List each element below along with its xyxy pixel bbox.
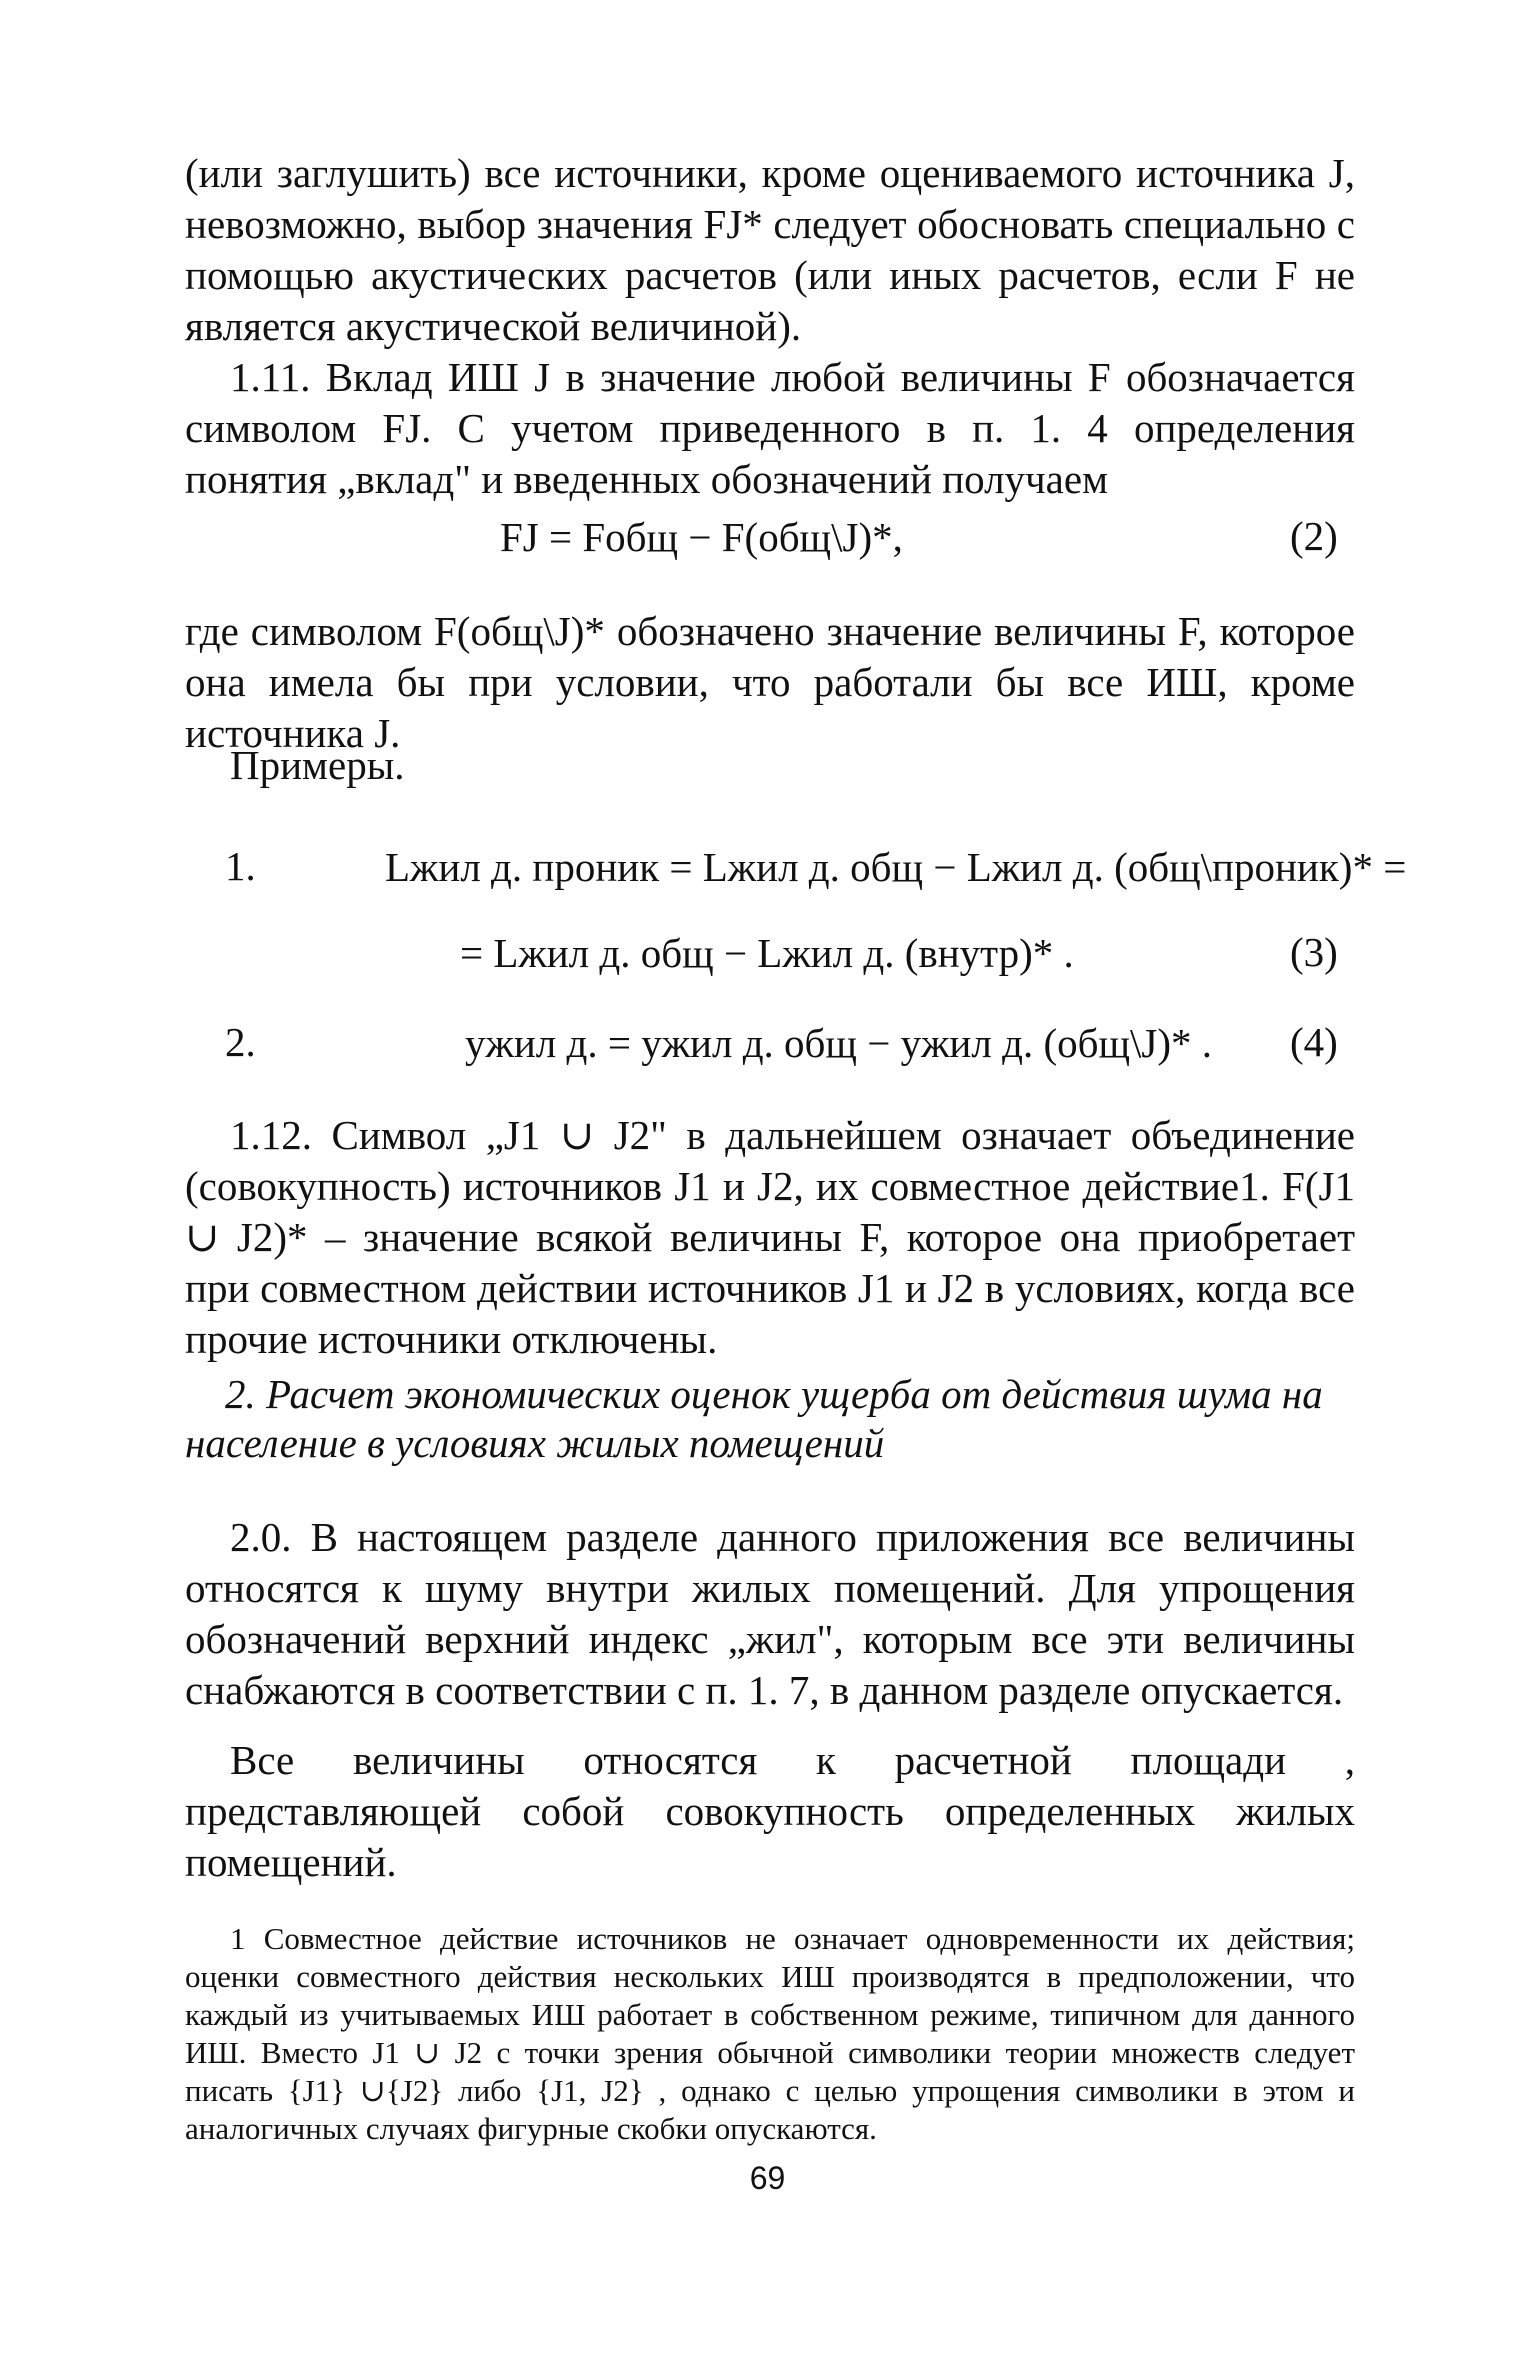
section-heading: 2. Расчет экономических оценок ущерба от действия шума на население в условиях жилых помещений bbox=[185, 1371, 1323, 1466]
equation-3-line-2: = Lжил д. общ − Lжил д. (внутр)* . bbox=[460, 930, 1074, 976]
equation-number-2: (2) bbox=[1290, 513, 1338, 559]
equation-2: FJ = Fобщ − F(общ\J)*, bbox=[500, 514, 903, 560]
equation-3-line-1: Lжил д. проник = Lжил д. общ − Lжил д. (общ\проник)* = bbox=[385, 844, 1407, 890]
paragraph-continuation: (или заглушить) все источники, кроме оцениваемого источника J, невозможно, выбор значения FJ* следует обосновать специально с помощью акустических расчетов (или иных расчетов, если F не является акустической величиной). bbox=[185, 150, 1355, 349]
example-2-number: 2. bbox=[225, 1019, 256, 1065]
equation-4: yжил д. = yжил д. общ − yжил д. (общ\J)* . bbox=[465, 1020, 1213, 1066]
footnote: 1 Совместное действие источников не означает одновременности их действия; оценки совместного действия нескольких ИШ производятся в предположении, что каждый из учитываемых ИШ работает в собственном режиме, типичном для данного ИШ. Вместо J1 ∪ J2 с точки зрения обычной символики теории множеств следует писать {J1} ∪{J2} либо {J1, J2} , однако с целью упрощения символики в этом и аналогичных случаях фигурные скобки опускаются. bbox=[185, 1921, 1355, 2146]
paragraph-definition: где символом F(общ\J)* обозначено значение величины F, которое она имела бы при условии, что работали бы все ИШ, кроме источника J. bbox=[185, 608, 1355, 756]
equation-number-4: (4) bbox=[1290, 1019, 1338, 1065]
paragraph-1-11: 1.11. Вклад ИШ J в значение любой величины F обозначается символом FJ. С учетом приведенного в п. 1. 4 определения понятия „вклад" и введенных обозначений получаем bbox=[185, 354, 1355, 502]
equation-number-3: (3) bbox=[1290, 929, 1338, 975]
paragraph-area: Все величины относятся к расчетной площади , представляющей собой совокупность определенных жилых помещений. bbox=[185, 1737, 1355, 1885]
examples-label: Примеры. bbox=[230, 742, 405, 788]
page-number: 69 bbox=[749, 2160, 786, 2196]
paragraph-1-12: 1.12. Символ „J1 ∪ J2" в дальнейшем означает объединение (совокупность) источников J1 и J2, их совместное действие1. F(J1 ∪ J2)* – значение всякой величины F, которое она приобретает при совместном действии источников J1 и J2 в условиях, когда все прочие источники отключены. bbox=[185, 1112, 1355, 1362]
example-1-number: 1. bbox=[225, 843, 256, 889]
paragraph-2-0: 2.0. В настоящем разделе данного приложения все величины относятся к шуму внутри жилых помещений. Для упрощения обозначений верхний индекс „жил", которым все эти величины снабжаются в соответствии с п. 1. 7, в данном разделе опускается. bbox=[185, 1514, 1355, 1713]
